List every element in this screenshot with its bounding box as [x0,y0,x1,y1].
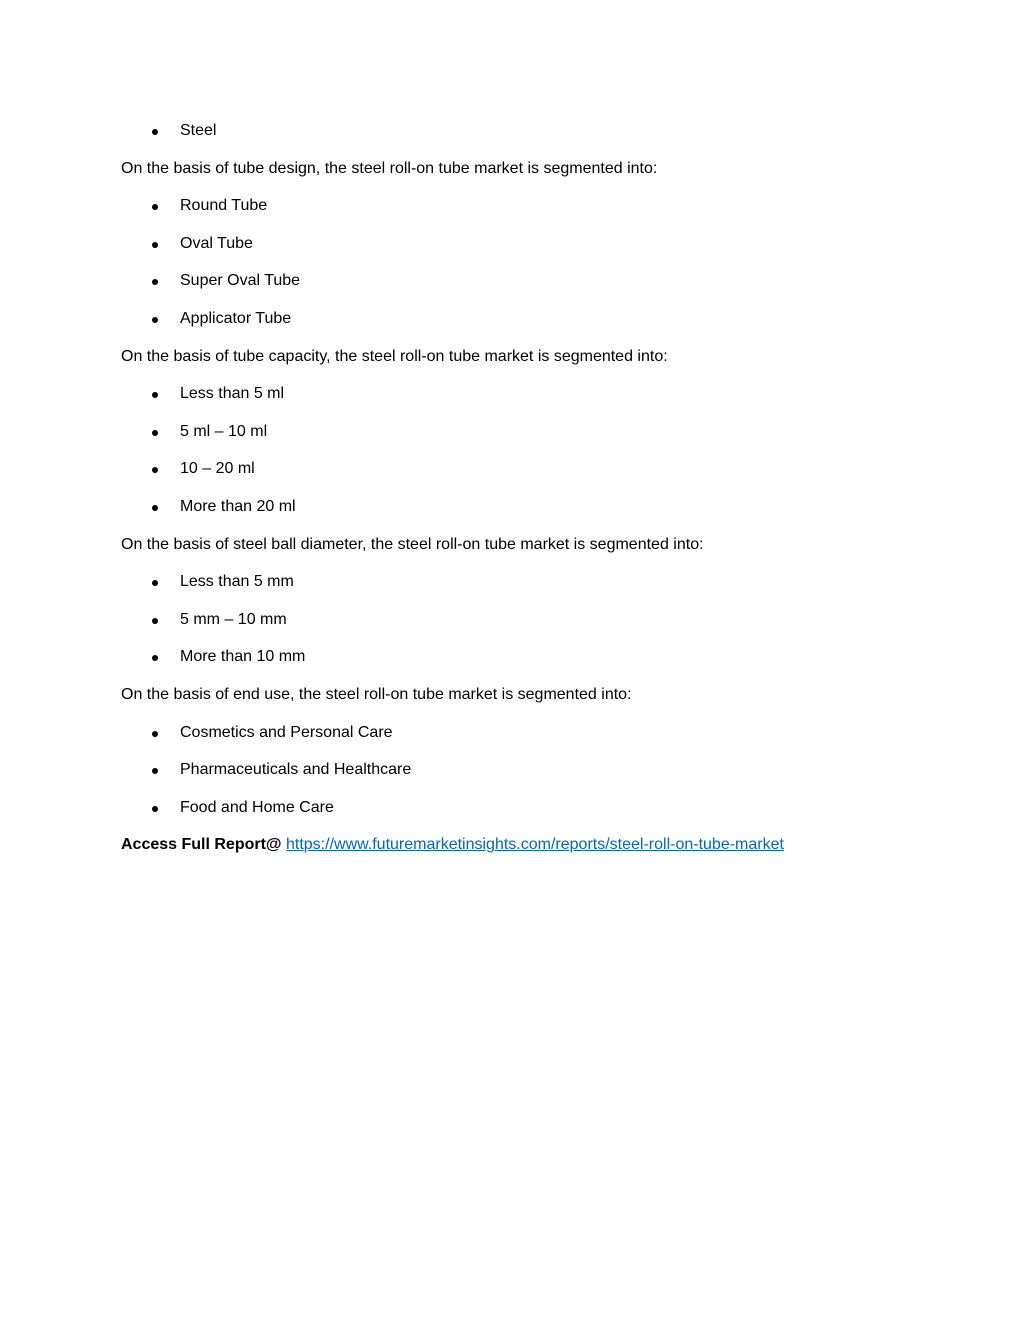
report-link[interactable]: https://www.futuremarketinsights.com/reports/steel-roll-on-tube-market [285,836,784,854]
bullet-icon [152,204,158,210]
list-item-label: Applicator Tube [180,309,292,327]
list-item-label: Steel [180,122,217,139]
list-item-10-to-20-ml [121,458,921,480]
bullet-icon [152,655,158,661]
end-use-heading: On the basis of end use, the steel roll-on tube market is segmented into: [121,685,632,703]
bullet-icon [152,392,158,398]
tube-capacity-heading: On the basis of tube capacity, the steel roll-on tube market is segmented into: [121,347,668,365]
bullet-icon [152,430,158,436]
list-item-label: Pharmaceuticals and Healthcare [180,761,412,779]
list-item-label: 10 – 20 ml [180,460,255,478]
bullet-icon [152,242,158,248]
bullet-icon [152,731,158,737]
list-item-label: Super Oval Tube [180,272,301,290]
list-item-5-to-10-ml [121,421,921,443]
bullet-icon [152,129,158,135]
list-item-less-than-5-ml [121,383,921,405]
list-item-cosmetics [121,722,921,744]
list-item-label: Less than 5 ml [180,385,285,403]
document-content [121,120,921,856]
list-item-label: Food and Home Care [180,798,334,816]
bullet-icon [152,279,158,285]
access-label: Access Full Report@ [121,836,282,854]
bullet-icon [152,806,158,812]
list-item-label: 5 ml – 10 ml [180,422,268,440]
tube-design-heading: On the basis of tube design, the steel roll-on tube market is segmented into: [121,159,658,177]
list-item-5-to-10-mm [121,609,921,631]
list-item-super-oval-tube [121,270,921,292]
list-item-applicator-tube [121,308,921,330]
bullet-icon [152,467,158,473]
bullet-icon [152,505,158,511]
access-full-report [121,834,921,856]
list-item-label: Round Tube [180,197,268,215]
list-item-steel [121,120,921,142]
list-item-label: Oval Tube [180,234,253,252]
list-item-label: More than 20 ml [180,497,296,515]
list-item-more-than-10-mm [121,646,921,668]
list-item-less-than-5-mm [121,571,921,593]
list-item-label: More than 10 mm [180,648,306,666]
bullet-icon [152,317,158,323]
ball-diameter-heading: On the basis of steel ball diameter, the steel roll-on tube market is segmented into: [121,535,704,553]
list-item-label: Cosmetics and Personal Care [180,723,393,741]
list-item-pharmaceuticals [121,759,921,781]
list-item-food-home-care [121,797,921,819]
list-item-round-tube [121,195,921,217]
bullet-icon [152,768,158,774]
bullet-icon [152,580,158,586]
bullet-icon [152,618,158,624]
list-item-more-than-20-ml [121,496,921,518]
list-item-label: Less than 5 mm [180,573,294,591]
list-item-oval-tube [121,233,921,255]
list-item-label: 5 mm – 10 mm [180,610,287,628]
